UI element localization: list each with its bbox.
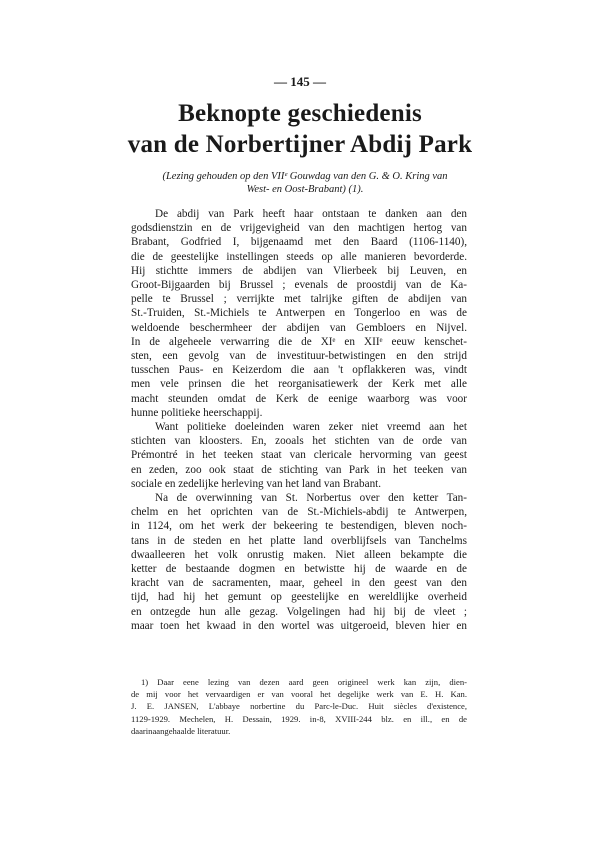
body-line: men vele prinsen die het reorganisatiewerk der Kerk met alle xyxy=(131,378,467,391)
article-subtitle xyxy=(150,170,460,196)
body-text xyxy=(131,207,467,633)
body-line: tijd, had hij het gemunt op geestelijke en wereldlijke overheid xyxy=(131,591,467,604)
body-line: Groot-Bijgaarden bij Brussel ; evenals de proostdij van de Ka- xyxy=(131,279,467,292)
body-line: kracht van de sacramenten, maar, geheel in den geest van den xyxy=(131,577,467,590)
body-line: en zeden, zoo ook staat de stichting van Park in het teeken van xyxy=(131,463,467,476)
body-line: hunne politieke heerschappij. xyxy=(131,406,263,419)
footnote-line: de mij voor het vervaardigen er van vooral het degelijke werk van E. H. Kan. xyxy=(131,689,467,700)
footnote-line: J. E. JANSEN, L'abbaye norbertine du Parc-le-Duc. Huit siècles d'existence, xyxy=(131,701,467,712)
footnote-line: 1129-1929. Mechelen, H. Dessain, 1929. in-8, XVIII-244 blz. en ill., en de xyxy=(131,713,467,724)
body-line: De abdij van Park heeft haar ontstaan te danken aan den xyxy=(155,208,467,220)
footnote xyxy=(131,676,467,737)
body-line: pelle te Brussel ; verrijkte met talrijke giften de abdijen van xyxy=(131,293,467,306)
body-line: tusschen Paus- en Keizerdom die aan 't opflakkeren was, vindt xyxy=(131,364,467,377)
body-line: Na de overwinning van St. Norbertus over den ketter Tan- xyxy=(155,492,467,505)
article-title xyxy=(0,98,600,160)
body-line: maar toen het kwaad in den wortel was uitgeroeid, bleven hier en xyxy=(131,619,467,632)
page-number: — 145 — xyxy=(274,74,326,89)
body-line: Hij stichtte immers de abdijen van Vlierbeek bij Leuven, en xyxy=(131,264,467,277)
title-line-1: Beknopte geschiedenis xyxy=(178,100,422,127)
body-line: Want politieke doeleinden waren zeker niet vreemd aan het xyxy=(155,421,467,434)
body-line: dwaalleeren het volk onrustig maken. Niet alleen bekampte die xyxy=(131,548,467,561)
body-line: In de algeheele verwarring die de XIᵉ en XIIᵉ eeuw kenschet- xyxy=(131,335,467,348)
body-line: tans in de steden en het platte land overblijfsels van Tanchelms xyxy=(131,534,467,547)
subtitle-line-2: West- en Oost-Brabant) (1). xyxy=(246,184,364,195)
subtitle-line-1: (Lezing gehouden op den VIIᵉ Gouwdag van den G. & O. Kring van xyxy=(162,171,448,182)
body-line: macht steunden omdat de Kerk de eenige waarborg was voor xyxy=(131,392,467,405)
title-line-2: van de Norbertijner Abdij Park xyxy=(127,131,473,158)
body-line: St.-Truiden, St.-Michiels te Antwerpen en Tongerloo en was de xyxy=(131,307,467,320)
body-line: weldoende beschermheer der abdijen van Gembloers en Nijvel. xyxy=(131,321,467,334)
body-line: sociale en zedelijke herleving van het land van Brabant. xyxy=(131,477,382,490)
body-line: stichten van kloosters. En, zooals het stichten van de orde van xyxy=(131,435,467,448)
body-line: en ontzegde hun alle gezag. Volgelingen had hij bij de vleet ; xyxy=(131,605,467,618)
body-line: die de geestelijke instellingen steeds op alle manieren bevorderde. xyxy=(131,250,467,263)
body-line: sten, een gevolg van de investituur-betwistingen en den strijd xyxy=(131,350,467,363)
body-line: godsdienstzin en de vrijgevigheid van den machtigen hertog van xyxy=(131,222,467,235)
body-line: Prémontré in het teeken staat van clericale hervorming van geest xyxy=(131,449,467,462)
footnote-line: daarinaangehaalde literatuur. xyxy=(131,725,231,736)
body-line: ketter de bestaande dogmen en betwistte hij de waarde en de xyxy=(131,563,467,576)
body-line: Brabant, Godfried I, bijgenaamd met den Baard (1106-1140), xyxy=(131,236,467,249)
footnote-line: 1) Daar eene lezing van dezen aard geen origineel werk kan zijn, dien- xyxy=(141,677,467,687)
body-line: in 1124, om het werk der bekeering te bestendigen, bleven noch- xyxy=(131,520,467,533)
body-line: chelm en het oprichten van de St.-Michiels-abdij te Antwerpen, xyxy=(131,506,467,519)
